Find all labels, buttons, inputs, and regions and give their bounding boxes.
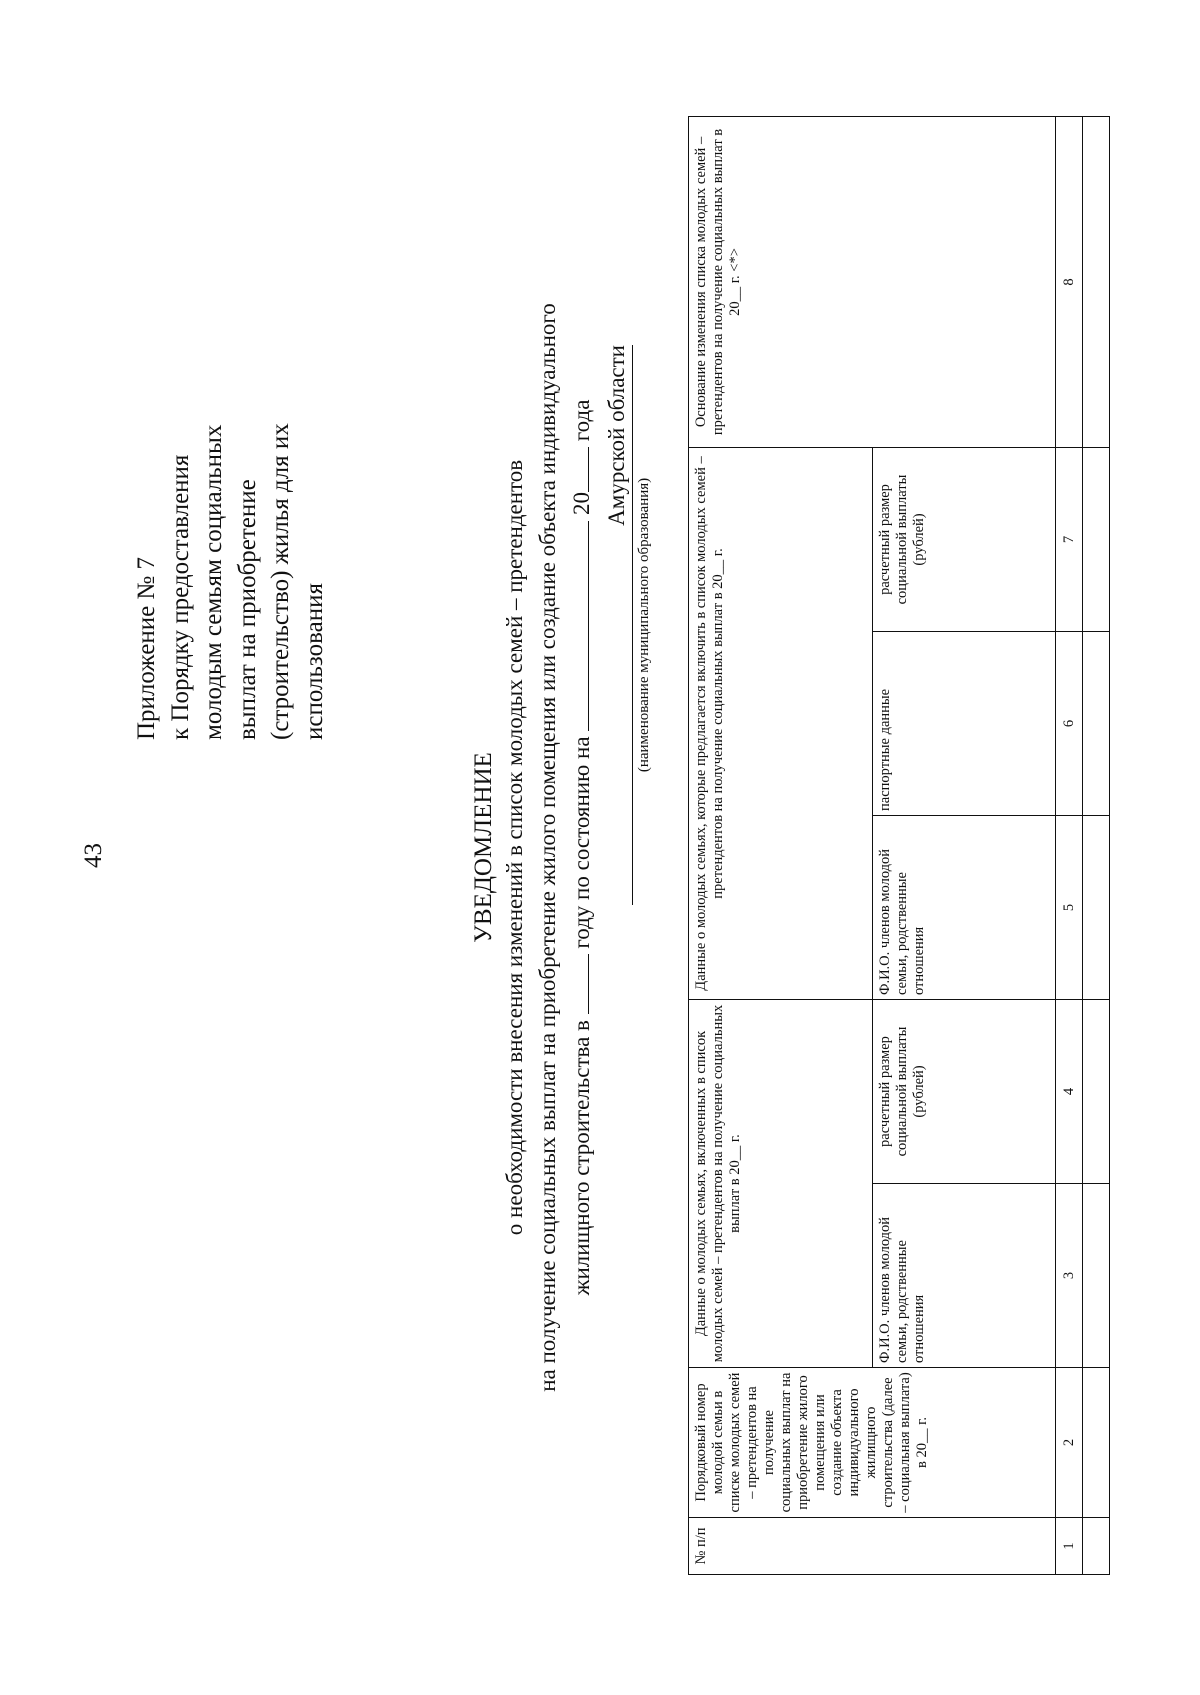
appendix-line: молодым семьям социальных xyxy=(200,424,227,740)
column-number: 6 xyxy=(1056,632,1083,816)
appendix-line: использования xyxy=(300,583,328,740)
header-cell-proposed-passport: паспортные данные xyxy=(872,632,1056,816)
table-cell xyxy=(1083,1518,1110,1575)
column-number: 5 xyxy=(1056,816,1083,1000)
header-cell-number: № п/п xyxy=(689,1518,1056,1575)
table-cell xyxy=(1083,447,1110,631)
column-number: 1 xyxy=(1056,1518,1083,1575)
table-cell xyxy=(1083,116,1110,447)
header-cell-proposed-names: Ф.И.О. членов молодой семьи, родственные отношения xyxy=(872,816,1056,1000)
table-cell xyxy=(1083,1184,1110,1368)
header-cell-proposed-families: Данные о молодых семьях, которые предлагается включить в список молодых семей – претендентов на получение социальных выплат в 20__ г. xyxy=(689,447,873,999)
header-cell-proposed-payment: расчетный размер социальной выплаты (рублей) xyxy=(872,447,1056,631)
header-cell-family-order: Порядковый номер молодой семьи в списке молодых семей – претендентов на получение социальных выплат на приобретение жилого помещения или создание объекта индивидуального жилищного строительства (далее – социальная выплата) в 20__ г. xyxy=(689,1368,1056,1518)
column-number: 8 xyxy=(1056,116,1083,447)
municipality-region: Амурской области xyxy=(604,345,629,526)
column-number: 7 xyxy=(1056,447,1083,631)
column-number: 3 xyxy=(1056,1184,1083,1368)
municipality-line xyxy=(604,345,633,905)
year-suffix-blank xyxy=(568,447,589,492)
table-cell xyxy=(1083,632,1110,816)
table-row xyxy=(1083,116,1110,1574)
line3-text-b: году по состоянию на xyxy=(569,736,594,949)
column-number-row xyxy=(1056,116,1083,1574)
notice-subtitle-line-2: на получение социальных выплат на приобретение жилого помещения или создание объекта индивидуального xyxy=(535,303,560,1392)
table-cell xyxy=(1083,816,1110,1000)
table-cell xyxy=(1083,1368,1110,1518)
header-cell-included-payment: расчетный размер социальной выплаты (рублей) xyxy=(872,1000,1056,1184)
column-number: 2 xyxy=(1056,1368,1083,1518)
notice-subtitle-line-1: о необходимости внесения изменений в список молодых семей – претендентов xyxy=(502,459,527,1236)
appendix-line: к Порядку предоставления xyxy=(166,454,194,740)
header-cell-change-basis: Основание изменения списка молодых семей – претендентов на получение социальных выплат в 20__ г. <*> xyxy=(689,116,1056,447)
appendix-line: Приложение № 7 xyxy=(133,556,160,740)
year-blank xyxy=(568,954,589,1014)
table-cell xyxy=(1083,1000,1110,1184)
notice-subtitle-line-3 xyxy=(568,0,595,1695)
appendix-header xyxy=(130,423,331,740)
notice-table xyxy=(688,117,1110,1575)
date-blank xyxy=(568,521,589,731)
header-cell-included-families: Данные о молодых семьях, включенных в список молодых семей – претендентов на получение социальных выплат в 20__ г. xyxy=(689,1000,873,1368)
line3-text-d: года xyxy=(569,399,594,442)
header-row-1 xyxy=(689,116,873,1574)
page-number: 43 xyxy=(80,843,107,868)
line3-year-prefix: 20 xyxy=(569,491,594,515)
line3-text-a: жилищного строительства в xyxy=(569,1020,594,1296)
municipality-caption: (наименование муниципального образования) xyxy=(636,477,652,773)
notice-title: УВЕДОМЛЕНИЕ xyxy=(470,752,497,943)
appendix-line: (строительство) жилья для их xyxy=(267,423,294,740)
column-number: 4 xyxy=(1056,1000,1083,1184)
appendix-line: выплат на приобретение xyxy=(233,479,261,740)
header-cell-included-names: Ф.И.О. членов молодой семьи, родственные отношения xyxy=(872,1184,1056,1368)
